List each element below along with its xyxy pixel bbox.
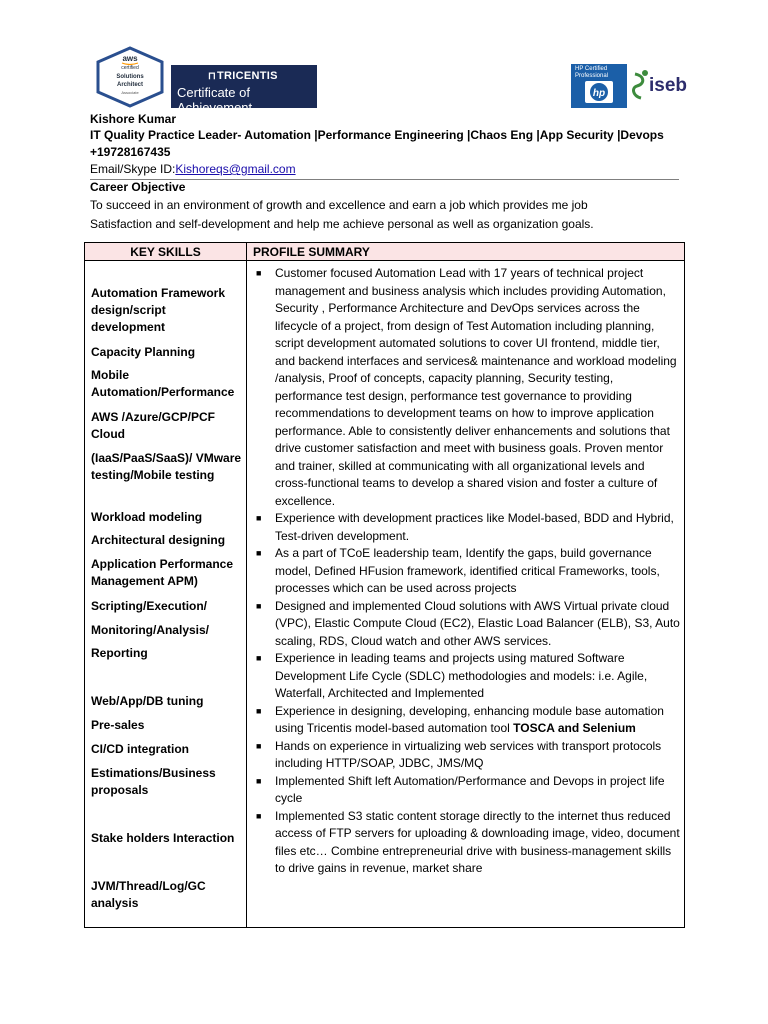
email-line: [90, 161, 296, 177]
summary-bullet: [247, 510, 684, 545]
skills-summary-table: [84, 242, 685, 928]
svg-text:hp: hp: [592, 88, 606, 99]
tricentis-brand: TRICENTIS: [217, 70, 278, 82]
summary-bullet: [247, 598, 684, 651]
summary-bullet: [247, 773, 684, 808]
tricentis-certificate-text: Certificate of Achievement: [177, 85, 253, 115]
summary-text: Experience in designing, developing, enhancing module base automation using Tricentis model-based automation tool: [275, 703, 664, 735]
skill-item: Monitoring/Analysis/: [91, 623, 210, 637]
hp-certified-logo: [571, 64, 627, 108]
tricentis-mark-icon: ⊓: [208, 71, 216, 82]
aws-badge-line3: Solutions: [116, 74, 144, 80]
hp-certified-text: HP Certified Professional: [575, 66, 609, 79]
skill-item: Mobile Automation/Performance: [91, 368, 235, 399]
iseb-swirl-icon: [629, 66, 651, 108]
profile-summary-list: [247, 265, 684, 878]
summary-text: Implemented S3 static content storage directly to the internet thus reduced access of FTP servers for uploading & downloading image, video, document files etc… Combine entrepreneurial drive with business-management skills to drive gains in revenue, market share: [275, 808, 680, 875]
aws-badge-line4: Architect: [116, 82, 144, 88]
skill-item: Architectural designing: [91, 533, 226, 547]
bullet-icon: ■: [256, 810, 262, 821]
hp-logo-icon: [584, 80, 614, 104]
career-objective-heading: Career Objective: [90, 180, 186, 194]
aws-badge-line5: Associate: [121, 90, 139, 95]
skill-item: Automation Framework design/script development: [91, 286, 226, 334]
aws-certified-badge: [92, 46, 168, 108]
skill-item: Capacity Planning: [91, 345, 196, 359]
skill-item: Workload modeling: [91, 510, 203, 524]
skill-item: AWS /Azure/GCP/PCF Cloud: [91, 410, 216, 441]
summary-bullet: [247, 808, 684, 878]
bullet-icon: ■: [256, 740, 262, 751]
summary-text: Designed and implemented Cloud solutions with AWS Virtual private cloud (VPC), Elastic Compute Cloud (EC2), Elastic Load Balancer (ELB), S3, Auto scaling, RDS, Cloud watch and other AWS services.: [275, 598, 680, 648]
key-skills-header: KEY SKILLS: [130, 245, 201, 259]
summary-text: Experience in leading teams and projects using matured Software Development Life Cycle (SDLC) methodologies and models: i.e. Agile, Waterfall, Architected and Implemented: [275, 651, 648, 700]
bullet-icon: ■: [256, 548, 262, 558]
summary-bullet: [247, 738, 684, 773]
bullet-icon: ■: [256, 653, 262, 663]
summary-text: Implemented Shift left Automation/Performance and Devops in project life cycle: [275, 773, 665, 805]
profile-summary-header: PROFILE SUMMARY: [253, 245, 370, 259]
bullet-icon: ■: [256, 705, 262, 716]
summary-text: Customer focused Automation Lead with 17 years of technical project management and business analysis which includes providing Automation, Security , Performance Architecture and DevOps services across the lifecycle of a project, from design of Test Automation including planning, script development automated solutions to cover UI frontend, middle tier, and backend interfaces and services& maintenance and workload modeling /analysis, Proof of concepts, capacity planning, Security testing, performance test design, performance test governance to providing recommendations to development teams on how to improve application performance. Able to consistently deliver enhancements and solutions that drive customer satisfaction and meet with business goals. Proven mentor and trainer, skilled at communicating with all organizational levels and cross-functional teams to develop a shared vision and foster a culture of excellence.: [275, 266, 677, 508]
summary-bullet: [247, 265, 684, 510]
skill-item: Reporting: [91, 646, 148, 660]
email-label: Email/Skype ID:: [90, 162, 176, 176]
summary-bullet: [247, 650, 684, 703]
phone-number: +19728167435: [90, 145, 171, 159]
summary-bullet: [247, 545, 684, 598]
bullet-icon: ■: [256, 775, 262, 786]
skill-item: Scripting/Execution/: [91, 599, 208, 613]
skill-item: CI/CD integration: [91, 742, 189, 756]
summary-bold-tools: TOSCA and Selenium: [513, 721, 636, 735]
bullet-icon: ■: [256, 513, 262, 523]
skill-item: Estimations/Business proposals: [91, 766, 216, 797]
summary-text: Hands on experience in virtualizing web services with transport protocols including HTTP/SOAP, JDBC, JMS/MQ: [275, 738, 662, 770]
summary-bullet: [247, 703, 684, 738]
bullet-icon: ■: [256, 600, 262, 611]
objective-line-2: Satisfaction and self-development and help me achieve personal as well as organization goals.: [90, 217, 594, 231]
objective-line-1: To succeed in an environment of growth and excellence and earn a job which provides me job: [90, 198, 588, 212]
bullet-icon: ■: [256, 268, 262, 278]
summary-text: Experience with development practices like Model-based, BDD and Hybrid, Test-driven development.: [275, 511, 674, 543]
skill-item: (IaaS/PaaS/SaaS)/ VMware testing/Mobile testing: [91, 451, 242, 482]
aws-badge-line2: certified: [121, 65, 139, 71]
iseb-logo: [629, 66, 688, 108]
table-header-row: [85, 243, 684, 261]
tricentis-certificate-logo: [171, 65, 317, 115]
skill-item: Web/App/DB tuning: [91, 694, 204, 708]
candidate-name: Kishore Kumar: [90, 112, 177, 126]
summary-text: As a part of TCoE leadership team, Identify the gaps, build governance model, Defined HFusion framework, identified critical Frameworks, tools, processes which can be used across projects: [275, 546, 660, 595]
email-link[interactable]: Kishoreqs@gmail.com: [175, 162, 296, 176]
candidate-title: IT Quality Practice Leader- Automation |Performance Engineering |Chaos Eng |App Security |Devops: [90, 128, 664, 142]
iseb-text: iseb: [649, 75, 688, 96]
skill-item: Stake holders Interaction: [91, 831, 235, 845]
skill-item: Application Performance Management APM): [91, 557, 234, 588]
skill-item: Pre-sales: [91, 718, 145, 732]
skill-item: JVM/Thread/Log/GC analysis: [91, 879, 206, 910]
aws-badge-line1: aws: [122, 54, 138, 63]
